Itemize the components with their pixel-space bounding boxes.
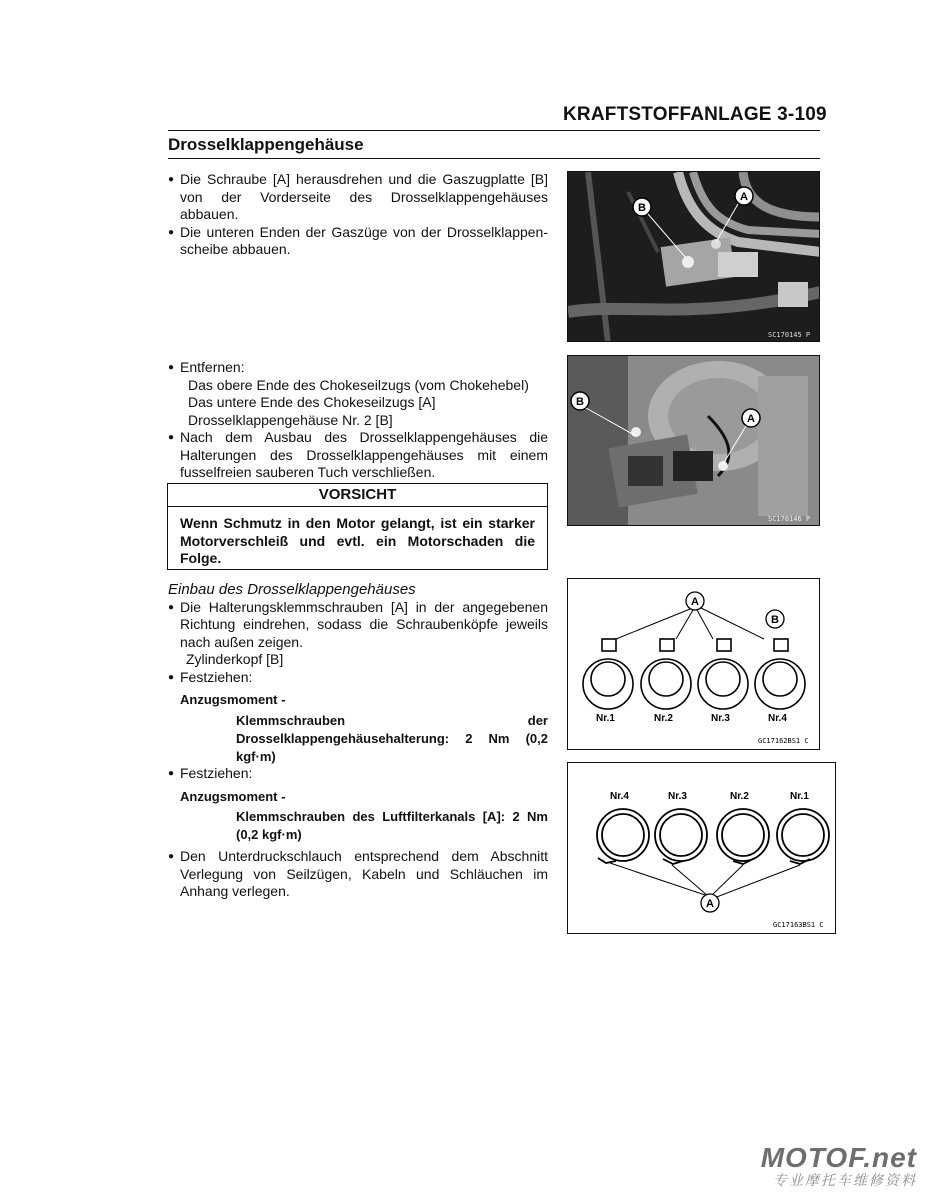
block1-bullet: ● Die Schraube [A] herausdrehen und die Gaszugplatte [B] von der Vorderseite des Drosselklappengehäuses abbauen. [168, 171, 548, 224]
figure-code: SC170145 P [768, 331, 811, 339]
block2-bullet: ● Nach dem Ausbau des Drosselklappengehäuses die Halterungen des Drosselklappengehäuses mit einem fusselfreien sauberen Tuch verschließen. [168, 429, 548, 482]
torque-value: Klemmschrauben des Luftfilterkanals [A]: 2 Nm (0,2 kgf·m) [236, 809, 548, 842]
install-block-2 [168, 765, 548, 901]
block2-bullet: ● Entfernen: [168, 359, 548, 377]
install-bullet: ● Den Unterdruckschlauch entsprechend dem Abschnitt Verlegung von Seilzügen, Kabeln und Schläuchen im Anhang verlegen. [168, 848, 548, 901]
cylinder-number: Nr.1 [790, 791, 809, 802]
torque-label: Anzugsmoment - [180, 788, 286, 804]
header-rule [168, 130, 820, 131]
section-rule [168, 158, 820, 159]
install-bullet: ● Die Halterungsklemmschrauben [A] in der angegebenen Richtung eindrehen, sodass die Schraubenköpfe jeweils nach außen zeigen. [168, 599, 548, 652]
callout-b: B [638, 202, 646, 214]
cylinder-number: Nr.2 [654, 713, 673, 724]
caution-body: Wenn Schmutz in den Motor gelangt, ist ein starker Motorverschleiß und evtl. ein Motorschaden die Folge. [180, 515, 535, 566]
cylinder-number: Nr.2 [730, 791, 749, 802]
cylinder-number: Nr.1 [596, 713, 615, 724]
callout-a: A [740, 191, 748, 203]
figure-diagram-4 [567, 762, 836, 934]
figure-photo-2 [567, 355, 820, 526]
block2-sub-item: Drosselklappengehäuse Nr. 2 [B] [188, 411, 393, 428]
caution-box [167, 483, 548, 570]
block2-sub-item: Das obere Ende des Chokeseilzugs (vom Chokehebel) [188, 376, 529, 393]
cylinder-number: Nr.3 [668, 791, 687, 802]
cylinder-number: Nr.4 [610, 791, 629, 802]
page-header-title: KRAFTSTOFFANLAGE 3-109 [563, 104, 827, 125]
install-sub-item: Zylinderkopf [B] [186, 651, 284, 667]
cylinder-number: Nr.4 [768, 713, 787, 724]
callout-b: B [576, 396, 584, 408]
callout-a: A [747, 413, 755, 425]
figure-code: GC17162BS1 C [758, 737, 809, 745]
block1 [168, 171, 548, 259]
photo-2-drawing [568, 356, 820, 526]
figure-diagram-3 [567, 578, 820, 750]
torque-value: Klemmschrauben der Drosselklappengehäusehalterung: 2 Nm (0,2 kgf·m) [236, 712, 548, 764]
watermark [761, 1142, 917, 1190]
callout-b: B [771, 614, 779, 626]
diagram-3-drawing [568, 579, 820, 750]
section-title: Drosselklappengehäuse [168, 135, 364, 154]
watermark-brand: MOTOF.net [760, 1142, 917, 1173]
callout-a: A [691, 596, 699, 608]
install-bullet: ● Festziehen: [168, 669, 548, 687]
figure-code: SC170146 P [768, 515, 811, 523]
install-title: Einbau des Drosselklappengehäuses [168, 581, 416, 598]
block2 [168, 359, 548, 482]
install-bullet: ● Festziehen: [168, 765, 548, 783]
figure-photo-1 [567, 171, 820, 342]
torque-label: Anzugsmoment - [180, 692, 286, 707]
figure-code: GC17163BS1 C [773, 921, 824, 929]
cylinder-number: Nr.3 [711, 713, 730, 724]
install-block [168, 581, 548, 766]
caution-heading: VORSICHT [168, 484, 547, 507]
diagram-4-drawing [568, 763, 836, 934]
watermark-tagline: 专业摩托车维修资料 [773, 1172, 917, 1188]
block1-bullet: ● Die unteren Enden der Gaszüge von der Drosselklappen-scheibe abbauen. [168, 224, 548, 259]
callout-a: A [706, 898, 714, 910]
block2-sub-item: Das untere Ende des Chokeseilzugs [A] [188, 394, 436, 410]
photo-1-drawing [568, 172, 820, 342]
